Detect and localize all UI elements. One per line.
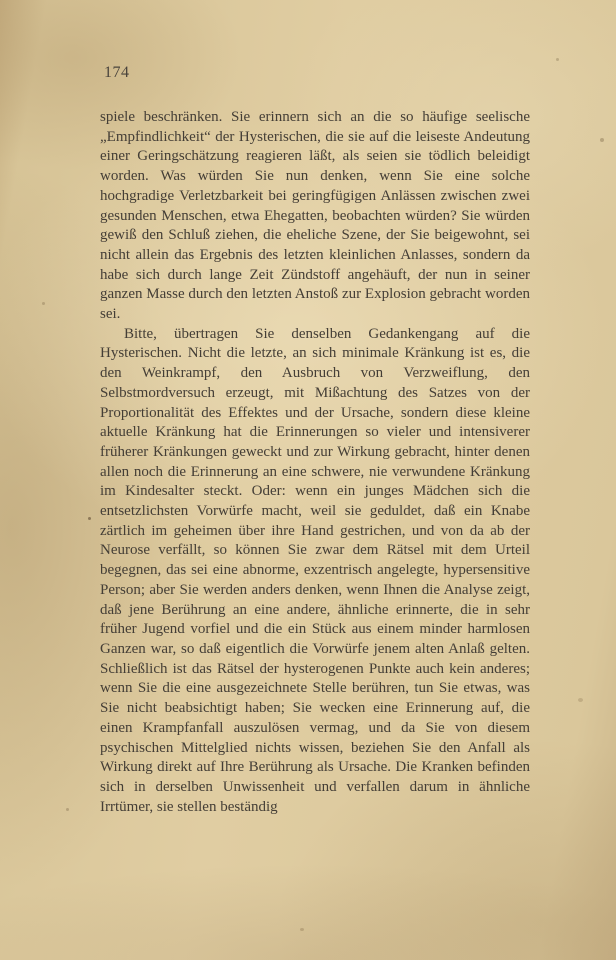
body-text <box>100 108 530 817</box>
paper-speck <box>66 808 69 811</box>
paragraph: spiele beschränken. Sie erinnern sich an die so häufige seelische „Empfindlichkeit“ der Hysterischen, die sie auf die leiseste Andeutung einer Geringschätzung reagieren läßt, als seien sie tödlich beleidigt worden. Was würden Sie nun denken, wenn Sie eine solche hochgradige Verletzbarkeit bei geringfügigen Anlässen zwischen zwei gesunden Menschen, etwa Ehegatten, beobachten würden? Sie würden gewiß den Schluß ziehen, die eheliche Szene, der Sie beigewohnt, sei nicht allein das Ergebnis des letzten kleinlichen Anlasses, sondern da habe sich durch lange Zeit Zündstoff angehäuft, der nun in seiner ganzen Masse durch den letzten Anstoß zur Explosion gebracht worden sei. <box>100 109 530 323</box>
paper-speck <box>556 58 559 61</box>
paper-speck <box>600 138 604 142</box>
paper-speck <box>300 928 304 931</box>
paragraph: Bitte, übertragen Sie denselben Gedankengang auf die Hysterischen. Nicht die letzte, an sich minimale Kränkung ist es, die den Weinkrampf, den Ausbruch von Verzweiflung, den Selbstmordversuch erzeugt, mit Mißachtung des Satzes von der Proportionalität des Effektes und der Ursache, sondern diese kleine aktuelle Kränkung hat die Erinnerungen so vieler und intensiverer früherer Kränkungen geweckt und zur Wirkung gebracht, hinter denen allen noch die Erinnerung an eine schwere, nie verwundene Kränkung im Kindesalter steckt. Oder: wenn ein junges Mädchen sich die entsetzlichsten Vorwürfe macht, weil sie geduldet, daß ein Knabe zärtlich im geheimen über ihre Hand gestrichen, und von da ab der Neurose verfällt, so können Sie zwar dem Rätsel mit dem Urteil begegnen, das sei eine abnorme, exzentrisch angelegte, hypersensitive Person; aber Sie werden anders denken, wenn Ihnen die Analyse zeigt, daß jene Berührung an eine andere, ähnliche erinnerte, die in sehr früher Jugend vorfiel und die ein Stück aus einem minder harmlosen Ganzen war, so daß eigentlich die Vorwürfe jenem alten Anlaß gelten. Schließlich ist das Rätsel der hysterogenen Punkte auch kein anderes; wenn Sie die eine ausgezeichnete Stelle berühren, tun Sie etwas, was Sie nicht beabsichtigt haben; Sie wecken eine Erinnerung auf, die einen Krampfanfall auszulösen vermag, und da Sie von diesem psychischen Mittelglied nichts wissen, beziehen Sie den Anfall als Wirkung direkt auf Ihre Berührung als Ursache. Die Kranken befinden sich in derselben Unwissenheit und verfallen darum in ähnliche Irrtümer, sie stellen beständig <box>100 325 530 815</box>
paper-speck <box>88 517 91 520</box>
paper-speck <box>42 302 45 305</box>
paper-speck <box>578 698 583 702</box>
page-number: 174 <box>104 64 130 81</box>
